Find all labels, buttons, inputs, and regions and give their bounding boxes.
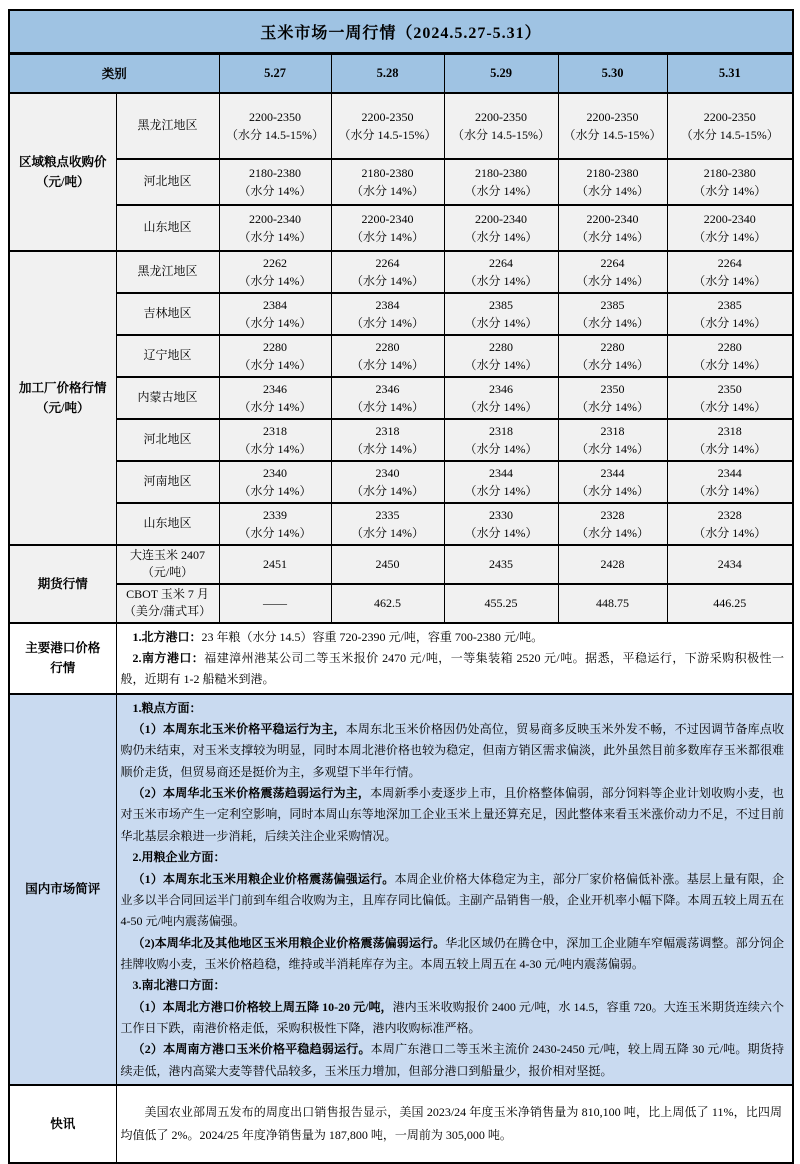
price-cell: 2200-2340 （水分 14%） bbox=[331, 205, 444, 251]
section-label-region-prices: 区域粮点收购价 （元/吨） bbox=[9, 93, 116, 251]
futures-cell: 448.75 bbox=[558, 584, 667, 623]
paragraph-text: 福建漳州港某公司二等玉米报价 2470 元/吨，一等集装箱 2520 元/吨。据悉，平稳运行，下游采购积极性一般，近期有 1-2 船糙米到港。 bbox=[120, 650, 785, 687]
price-cell: 2328 （水分 14%） bbox=[667, 503, 793, 545]
price-cell: 2346 （水分 14%） bbox=[219, 377, 331, 419]
review-paragraph bbox=[121, 997, 785, 1040]
price-cell: 2180-2380 （水分 14%） bbox=[558, 159, 667, 205]
futures-cell: —— bbox=[219, 584, 331, 623]
paragraph-lead: （1）本周东北玉米价格平稳运行为主， bbox=[132, 722, 346, 736]
price-cell: 2385 （水分 14%） bbox=[667, 293, 793, 335]
price-cell: 2346 （水分 14%） bbox=[444, 377, 558, 419]
news-paragraph bbox=[121, 1101, 783, 1147]
review-paragraph bbox=[121, 869, 785, 933]
review-paragraph bbox=[121, 698, 785, 719]
paragraph-text: 本周东北玉米价格因仍处高位，贸易商多反映玉米外发不畅，不过因调节备库点收购仍未结束，对玉米支撑较为明显，同时本周北港价格也较为稳定，但南方销区需求偏淡，此外虽然目前多数库存玉米都很难顺价走货，但贸易商还是挺价为主，多观望下半年行情。 bbox=[120, 722, 785, 779]
paragraph-lead: 1.北方港口： bbox=[132, 629, 202, 644]
row-label: 山东地区 bbox=[116, 503, 219, 545]
price-cell: 2340 （水分 14%） bbox=[219, 461, 331, 503]
column-header-date: 5.27 bbox=[219, 53, 331, 93]
row-label: 河北地区 bbox=[116, 419, 219, 461]
price-cell: 2264 （水分 14%） bbox=[667, 251, 793, 293]
paragraph-lead: （1）本周东北玉米用粮企业价格震荡偏强运行。 bbox=[132, 871, 395, 886]
price-cell: 2330 （水分 14%） bbox=[444, 503, 558, 545]
paragraph-text: 华北区域仍在腾仓中，深加工企业随车窄幅震荡调整。部分饲企挂牌收购小麦，玉米价格趋稳，维持或半消耗库存为主。本周五较上周五在 4-30 元/吨内震荡偏弱。 bbox=[120, 935, 785, 971]
ports-text-cell bbox=[116, 623, 793, 694]
futures-cell: 2434 bbox=[667, 545, 793, 584]
price-cell: 2350 （水分 14%） bbox=[558, 377, 667, 419]
price-cell: 2200-2340 （水分 14%） bbox=[558, 205, 667, 251]
price-cell: 2264 （水分 14%） bbox=[331, 251, 444, 293]
paragraph-text: 港内玉米收购报价 2400 元/吨，水 14.5，容重 720。大连玉米期货连续六个工作日下跌，南港价格走低，采购积极性下降，港内收购标准严格。 bbox=[120, 999, 784, 1036]
price-cell: 2384 （水分 14%） bbox=[219, 293, 331, 335]
price-cell: 2344 （水分 14%） bbox=[667, 461, 793, 503]
price-cell: 2318 （水分 14%） bbox=[331, 419, 444, 461]
price-cell: 2318 （水分 14%） bbox=[558, 419, 667, 461]
review-paragraph bbox=[121, 933, 785, 976]
news-text-cell bbox=[116, 1085, 793, 1163]
price-cell: 2350 （水分 14%） bbox=[667, 377, 793, 419]
price-cell: 2180-2380 （水分 14%） bbox=[444, 159, 558, 205]
price-cell: 2262 （水分 14%） bbox=[219, 251, 331, 293]
price-cell: 2200-2350 （水分 14.5-15%） bbox=[219, 93, 331, 159]
futures-cell: 462.5 bbox=[331, 584, 444, 623]
paragraph-lead: 2.用粮企业方面： bbox=[132, 850, 226, 865]
price-cell: 2318 （水分 14%） bbox=[667, 419, 793, 461]
port-paragraph bbox=[121, 627, 785, 648]
futures-cell: 2435 bbox=[444, 545, 558, 584]
price-cell: 2385 （水分 14%） bbox=[444, 293, 558, 335]
futures-cell: 2450 bbox=[331, 545, 444, 584]
price-cell: 2200-2350 （水分 14.5-15%） bbox=[558, 93, 667, 159]
paragraph-lead: 3.南北港口方面： bbox=[132, 978, 226, 993]
price-cell: 2280 （水分 14%） bbox=[667, 335, 793, 377]
price-cell: 2264 （水分 14%） bbox=[558, 251, 667, 293]
review-paragraph bbox=[121, 1039, 785, 1082]
price-cell: 2344 （水分 14%） bbox=[558, 461, 667, 503]
futures-cell: 446.25 bbox=[667, 584, 793, 623]
paragraph-text: 美国农业部周五发布的周度出口销售报告显示，美国 2023/24 年度玉米净销售量为 810,100 吨，比上周低了 11%，比四周均值低了 2%。2024/25 年度净销售量为 187,800 吨，一周前为 305,000 吨。 bbox=[120, 1105, 783, 1143]
column-header-date: 5.29 bbox=[444, 53, 558, 93]
price-cell: 2346 （水分 14%） bbox=[331, 377, 444, 419]
price-cell: 2200-2350 （水分 14.5-15%） bbox=[331, 93, 444, 159]
row-label: 河北地区 bbox=[116, 159, 219, 205]
futures-cell: 2451 bbox=[219, 545, 331, 584]
review-paragraph bbox=[121, 783, 785, 847]
price-cell: 2180-2380 （水分 14%） bbox=[667, 159, 793, 205]
column-header-date: 5.31 bbox=[667, 53, 793, 93]
paragraph-lead: （2)本周华北及其他地区玉米用粮企业价格震荡偏弱运行。 bbox=[132, 935, 446, 950]
price-cell: 2200-2350 （水分 14.5-15%） bbox=[667, 93, 793, 159]
port-paragraph bbox=[121, 648, 785, 691]
price-cell: 2280 （水分 14%） bbox=[219, 335, 331, 377]
paragraph-text: 23 年粮（水分 14.5）容重 720-2390 元/吨，容重 700-2380 元/吨。 bbox=[201, 629, 544, 644]
price-cell: 2200-2340 （水分 14%） bbox=[444, 205, 558, 251]
review-paragraph bbox=[121, 719, 785, 783]
futures-cell: 2428 bbox=[558, 545, 667, 584]
futures-cell: 455.25 bbox=[444, 584, 558, 623]
price-cell: 2280 （水分 14%） bbox=[444, 335, 558, 377]
row-label: 吉林地区 bbox=[116, 293, 219, 335]
row-label: CBOT 玉米 7 月 （美分/蒲式耳） bbox=[116, 584, 219, 623]
price-cell: 2344 （水分 14%） bbox=[444, 461, 558, 503]
row-label: 河南地区 bbox=[116, 461, 219, 503]
review-paragraph bbox=[121, 975, 785, 996]
price-cell: 2200-2340 （水分 14%） bbox=[219, 205, 331, 251]
row-label: 黑龙江地区 bbox=[116, 251, 219, 293]
price-cell: 2318 （水分 14%） bbox=[444, 419, 558, 461]
price-cell: 2264 （水分 14%） bbox=[444, 251, 558, 293]
row-label: 山东地区 bbox=[116, 205, 219, 251]
column-header-date: 5.30 bbox=[558, 53, 667, 93]
paragraph-text: 本周新季小麦逐步上市，且价格整体偏弱，部分饲料等企业计划收购小麦，也对玉米市场产生一定利空影响，同时本周山东等地深加工企业玉米上量还算充足，因此整体来看玉米涨价动力不足，不过目前华北基层余粮进一步消耗，后续关注企业采购情况。 bbox=[120, 786, 785, 843]
review-text-cell bbox=[116, 694, 793, 1085]
price-cell: 2280 （水分 14%） bbox=[558, 335, 667, 377]
paragraph-lead: 2.南方港口： bbox=[132, 650, 205, 665]
section-label-review: 国内市场简评 bbox=[9, 694, 116, 1085]
row-label: 辽宁地区 bbox=[116, 335, 219, 377]
section-label-futures: 期货行情 bbox=[9, 545, 116, 623]
column-header-date: 5.28 bbox=[331, 53, 444, 93]
price-cell: 2328 （水分 14%） bbox=[558, 503, 667, 545]
price-cell: 2280 （水分 14%） bbox=[331, 335, 444, 377]
section-label-ports: 主要港口价格 行情 bbox=[9, 623, 116, 694]
paragraph-lead: 1.粮点方面： bbox=[132, 700, 202, 715]
section-label-news: 快讯 bbox=[9, 1085, 116, 1163]
row-label: 黑龙江地区 bbox=[116, 93, 219, 159]
price-cell: 2200-2350 （水分 14.5-15%） bbox=[444, 93, 558, 159]
paragraph-lead: （2）本周南方港口玉米价格平稳趋弱运行。 bbox=[132, 1042, 371, 1057]
price-cell: 2180-2380 （水分 14%） bbox=[219, 159, 331, 205]
price-cell: 2335 （水分 14%） bbox=[331, 503, 444, 545]
section-label-factory-prices: 加工厂价格行情 （元/吨） bbox=[9, 251, 116, 545]
column-header-category: 类别 bbox=[9, 53, 219, 93]
paragraph-text: 本周企业价格大体稳定为主，部分厂家价格偏低补涨。基层上量有限，企业多以半合同回运半门前到车组合收购为主，且库存同比偏低。主副产品销售一般，企业开机率小幅下降。本周五较上周五在 4-50 元/吨内震荡偏强。 bbox=[120, 871, 785, 929]
review-paragraph bbox=[121, 847, 785, 868]
paragraph-text: 本周广东港口二等玉米主流价 2430-2450 元/吨，较上周五降 30 元/吨。期货持续走低，港内高粱大麦等替代品较多，玉米压力增加，但部分港口到船量少，报价相对坚挺。 bbox=[120, 1042, 785, 1078]
price-cell: 2318 （水分 14%） bbox=[219, 419, 331, 461]
paragraph-lead: （2）本周华北玉米价格震荡趋弱运行为主， bbox=[132, 786, 371, 801]
price-cell: 2180-2380 （水分 14%） bbox=[331, 159, 444, 205]
price-cell: 2200-2340 （水分 14%） bbox=[667, 205, 793, 251]
row-label: 内蒙古地区 bbox=[116, 377, 219, 419]
paragraph-lead: （1）本周北方港口价格较上周五降 10-20 元/吨， bbox=[132, 999, 393, 1014]
price-cell: 2385 （水分 14%） bbox=[558, 293, 667, 335]
price-cell: 2339 （水分 14%） bbox=[219, 503, 331, 545]
row-label: 大连玉米 2407 （元/吨） bbox=[116, 545, 219, 584]
corn-market-weekly-table bbox=[8, 9, 794, 1164]
table-title: 玉米市场一周行情（2024.5.27-5.31） bbox=[9, 10, 793, 53]
price-cell: 2340 （水分 14%） bbox=[331, 461, 444, 503]
price-cell: 2384 （水分 14%） bbox=[331, 293, 444, 335]
